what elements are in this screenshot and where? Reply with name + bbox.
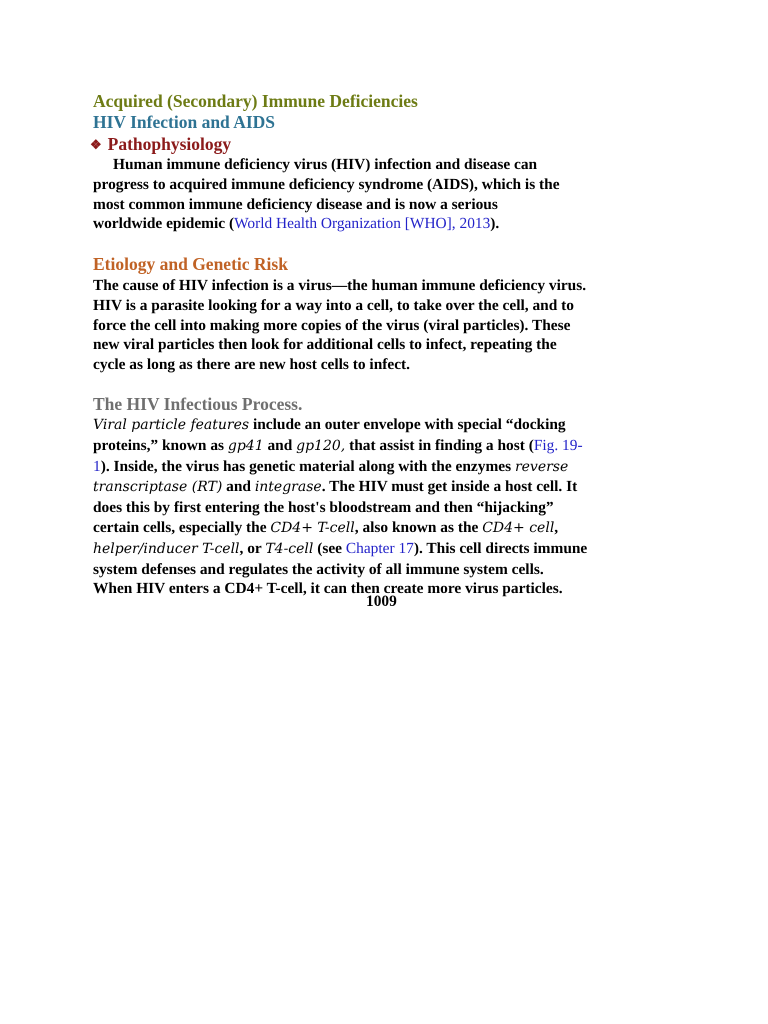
- topic-heading: HIV Infection and AIDS: [93, 112, 276, 132]
- paragraph-line: When HIV enters a CD4+ T-cell, it can then create more virus particles.: [93, 580, 563, 598]
- paragraph-line: [93, 214, 653, 234]
- text-run: ,: [554, 518, 559, 536]
- who-citation-link[interactable]: World Health Organization [WHO], 2013: [234, 215, 491, 233]
- italic-term: gp120,: [296, 437, 346, 454]
- pathophysiology-paragraph: [93, 155, 653, 234]
- figure-link[interactable]: 1: [93, 457, 101, 475]
- paragraph-line: does this by first entering the host's bloodstream and then “hijacking”: [93, 499, 554, 517]
- text-run: that assist in finding a host (: [345, 436, 534, 454]
- italic-term: reverse: [514, 458, 569, 475]
- italic-term: integrase: [254, 479, 322, 496]
- italic-term: helper/inducer T-cell: [93, 540, 240, 557]
- paragraph-line: [93, 436, 653, 457]
- section-heading: Acquired (Secondary) Immune Deficiencies: [93, 91, 418, 111]
- paragraph-line: [93, 415, 653, 436]
- paragraph-line: system defenses and regulates the activity of all immune system cells.: [93, 560, 544, 578]
- text-run: (see: [313, 539, 346, 557]
- paragraph-line: force the cell into making more copies of the virus (viral particles). These: [93, 316, 571, 334]
- paragraph-line: [93, 518, 653, 539]
- figure-link[interactable]: Fig. 19-: [533, 436, 583, 454]
- text-run: certain cells, especially the: [93, 518, 271, 536]
- italic-term: T4-cell: [265, 540, 314, 557]
- text-run: ). Inside, the virus has genetic material along with the enzymes: [100, 457, 515, 475]
- paragraph-line: most common immune deficiency disease and is now a serious: [93, 195, 498, 213]
- text-run: , or: [239, 539, 266, 557]
- paragraph-line: HIV is a parasite looking for a way into a cell, to take over the cell, and to: [93, 296, 574, 314]
- italic-term: CD4+ cell: [482, 519, 555, 536]
- paragraph-line: [93, 477, 653, 498]
- process-paragraph: [93, 415, 653, 599]
- italic-term: gp41: [227, 437, 264, 454]
- text-run: include an outer envelope with special “docking: [249, 416, 566, 433]
- diamond-bullet-icon: ❖: [90, 137, 102, 152]
- text-run: , also known as the: [354, 518, 483, 536]
- text-run: . The HIV must get inside a host cell. It: [321, 478, 578, 496]
- paragraph-line: [93, 539, 653, 560]
- paragraph-line: new viral particles then look for additional cells to infect, repeating the: [93, 336, 557, 354]
- etiology-paragraph: [93, 276, 653, 375]
- paragraph-line: progress to acquired immune deficiency syndrome (AIDS), which is the: [93, 175, 560, 193]
- text-run: worldwide epidemic (: [93, 215, 235, 233]
- subtopic-heading-text: Pathophysiology: [107, 134, 232, 154]
- paragraph-line: Human immune deficiency virus (HIV) infection and disease can: [113, 156, 538, 173]
- paragraph-line: cycle as long as there are new host cells to infect.: [93, 356, 411, 374]
- paragraph-line: [93, 457, 653, 478]
- italic-term: CD4+ T-cell: [270, 519, 355, 536]
- italic-term: Viral particle features: [93, 417, 250, 433]
- italic-term: transcriptase (RT): [93, 479, 223, 496]
- page-number: 1009: [366, 593, 397, 610]
- text-run: and: [263, 436, 297, 454]
- chapter-link[interactable]: Chapter 17: [345, 539, 414, 557]
- process-heading: The HIV Infectious Process.: [93, 394, 303, 414]
- subtopic-heading: [90, 133, 650, 157]
- text-run: proteins,” known as: [93, 436, 228, 454]
- text-run: ). This cell directs immune: [413, 539, 588, 557]
- paragraph-line: The cause of HIV infection is a virus—the human immune deficiency virus.: [93, 277, 587, 294]
- text-run: ).: [490, 215, 500, 233]
- text-run: and: [222, 478, 255, 496]
- etiology-heading: Etiology and Genetic Risk: [93, 254, 288, 274]
